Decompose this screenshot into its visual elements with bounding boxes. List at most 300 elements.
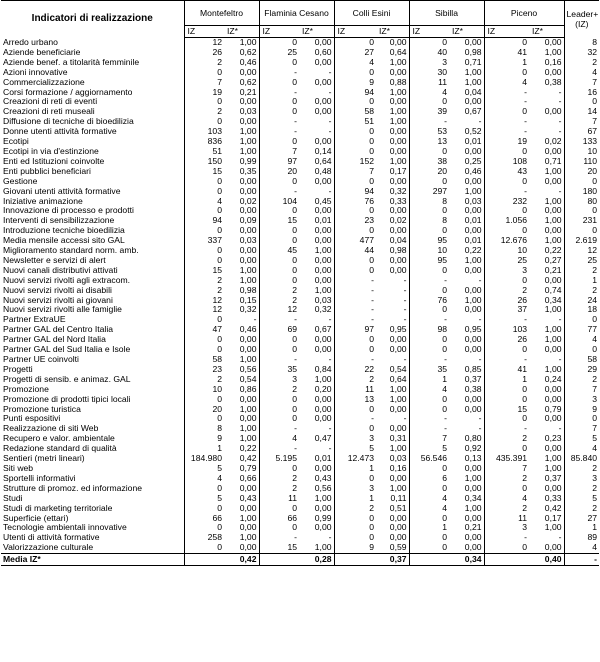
average-label: Media IZ* [1,554,184,566]
indicator-label: Ecotipi [1,137,184,147]
iz-value: 98 [409,325,449,335]
leader-value: 0 [564,226,599,236]
iz-value: 19 [184,88,224,98]
iz-value: 0 [484,276,529,286]
iz-value: 45 [259,246,299,256]
table-row [1,48,599,58]
iz-value: 2 [184,107,224,117]
izstar-value: 0,14 [314,146,332,156]
indicator-label: Gestione [1,177,184,187]
iz-value: 0 [409,543,449,553]
izstar-value: 0,20 [314,384,332,394]
iz-value: 0 [409,335,449,345]
izstar-value: 0,00 [389,335,407,345]
izstar-value: - [478,117,482,127]
iz-value: 297 [409,187,449,197]
izstar-value: 0,00 [464,226,482,236]
iz-value: 0 [259,226,299,236]
average-empty-cell [259,554,299,566]
izstar-value: 0,00 [314,463,332,473]
indicator-label: Promozione [1,385,184,395]
iz-value: 9 [184,434,224,444]
izstar-value: 0,79 [239,463,257,473]
izstar-value: 0,34 [464,493,482,503]
iz-value: 1 [484,375,529,385]
average-value: 0,40 [529,554,564,566]
izstar-value: 0,00 [239,117,257,127]
izstar-value: - [558,117,562,127]
indicator-label: Progetti di sensib. e animaz. GAL [1,375,184,385]
izstar-value: 0,00 [239,335,257,345]
table-row [1,68,599,78]
iz-value: 2 [259,484,299,494]
iz-value: 7 [184,78,224,88]
iz-value: - [334,305,376,315]
indicator-label: Enti ed Istituzioni coinvolte [1,157,184,167]
iz-value: 0 [259,405,299,415]
iz-value: 0 [484,206,529,216]
izstar-value: 0,00 [544,543,562,553]
iz-value: 13 [334,395,376,405]
iz-value: 150 [184,157,224,167]
table-row [1,405,599,415]
iz-value: 4 [484,78,529,88]
izstar-value: - [478,414,482,424]
iz-value: 0 [259,58,299,68]
leader-value: 14 [564,107,599,117]
izstar-value: 1,00 [239,137,257,147]
izstar-value: 1,00 [464,77,482,87]
table-row [1,543,599,553]
izstar-value: 0,54 [239,374,257,384]
iz-value: 23 [184,365,224,375]
izstar-value: 0,00 [314,414,332,424]
izstar-value: - [558,87,562,97]
iz-value: 1 [409,523,449,533]
iz-value: 0 [484,484,529,494]
iz-value: 58 [184,355,224,365]
indicator-label: Valorizzazione culturale [1,543,184,553]
iz-value: - [334,276,376,286]
izstar-value: 0,31 [389,434,407,444]
leader-value: 7 [564,424,599,434]
iz-value: 94 [184,216,224,226]
izstar-value: 0,00 [239,246,257,256]
indicator-label: Superficie (ettari) [1,514,184,524]
izstar-value: 0,00 [464,37,482,47]
izstar-value: 1,00 [544,166,562,176]
izstar-value: 1,00 [389,156,407,166]
iz-value: 19 [484,137,529,147]
table-body [1,38,599,554]
iz-value: 108 [484,157,529,167]
izstar-value: 0,00 [389,473,407,483]
izstar-value: 1,00 [314,374,332,384]
izstar-value: 0,33 [389,196,407,206]
indicator-label: Iniziative animazione [1,197,184,207]
iz-value: 0 [334,137,376,147]
izstar-value: 1,00 [239,37,257,47]
iz-value: 0 [334,226,376,236]
leader-value: 58 [564,355,599,365]
table-row [1,286,599,296]
iz-value: - [334,286,376,296]
sub-header-izstar: IZ* [376,26,409,38]
izstar-value: 0,00 [389,513,407,523]
izstar-value: 0,11 [390,493,407,503]
iz-value: 38 [409,157,449,167]
iz-value: 0 [184,246,224,256]
izstar-value: 0,00 [389,127,407,137]
izstar-value: 0,01 [314,216,332,226]
iz-value: 0 [334,523,376,533]
izstar-value: 0,00 [314,206,332,216]
indicators-table [1,0,599,566]
iz-value: - [484,117,529,127]
leader-value: 5 [564,494,599,504]
iz-value: - [259,355,299,365]
iz-value: 37 [484,305,529,315]
izstar-value: 0,56 [314,483,332,493]
iz-value: 0 [409,305,449,315]
iz-value: 0 [409,514,449,524]
izstar-value: 0,79 [544,404,562,414]
izstar-value: 1,00 [544,523,562,533]
iz-value: 0 [409,286,449,296]
indicator-label: Recupero e valor. ambientale [1,434,184,444]
iz-value: 0 [334,177,376,187]
izstar-value: 0,00 [464,305,482,315]
iz-value: 0 [334,97,376,107]
iz-value: - [484,424,529,434]
leader-value: 2 [564,375,599,385]
iz-value: 4 [409,504,449,514]
izstar-value: 0,46 [239,325,257,335]
iz-value: 0 [184,226,224,236]
iz-value: 7 [259,147,299,157]
izstar-value: 0,01 [464,236,482,246]
indicator-label: Nuovi canali distributivi attivati [1,266,184,276]
izstar-value: - [558,127,562,137]
sub-header-izstar: IZ* [224,26,259,38]
indicator-label: Partner GAL del Sud Italia e Isole [1,345,184,355]
izstar-value: 0,00 [389,137,407,147]
indicator-label: Nuovi servizi rivolti ai disabili [1,286,184,296]
indicator-label: Promozione di prodotti tipici locali [1,395,184,405]
iz-value: 26 [484,335,529,345]
izstar-value: 0,92 [464,444,482,454]
izstar-value: 0,00 [314,37,332,47]
iz-value: 9 [334,543,376,553]
iz-value: 0 [409,405,449,415]
iz-value: 43 [484,167,529,177]
table-row [1,365,599,375]
leader-value: 29 [564,365,599,375]
iz-value: 0 [484,395,529,405]
iz-value: - [409,276,449,286]
izstar-value: 1,00 [239,404,257,414]
iz-value: 41 [484,365,529,375]
average-row [1,554,599,566]
indicator-label: Azioni innovative [1,68,184,78]
izstar-value: 1,00 [544,364,562,374]
indicator-label: Newsletter e servizi di alert [1,256,184,266]
izstar-value: - [403,315,407,325]
izstar-value: 0,00 [239,543,257,553]
izstar-value: 0,00 [464,176,482,186]
izstar-value: 0,46 [239,57,257,67]
leader-value: 2.619 [564,236,599,246]
iz-value: 0 [334,266,376,276]
izstar-value: 0,00 [389,67,407,77]
izstar-value: 0,00 [464,206,482,216]
izstar-value: 1,00 [239,127,257,137]
iz-value: 0 [409,533,449,543]
table-row [1,256,599,266]
leader-value: 0 [564,315,599,325]
izstar-value: 1,00 [544,47,562,57]
iz-value: 94 [334,187,376,197]
indicator-label: Strutture di promoz. ed informazione [1,484,184,494]
izstar-value: 0,38 [464,384,482,394]
iz-value: 1 [334,494,376,504]
iz-value: 15 [484,405,529,415]
iz-value: 44 [334,246,376,256]
table-row [1,504,599,514]
iz-value: 0 [409,226,449,236]
izstar-value: 0,00 [314,107,332,117]
izstar-value: - [478,355,482,364]
izstar-value: 0,48 [314,166,332,176]
izstar-value: 0,02 [389,216,407,226]
leader-value: 2 [564,266,599,276]
izstar-value: 0,00 [464,265,482,275]
izstar-value: 0,00 [314,97,332,107]
indicator-label: Interventi di sensibilizzazione [1,216,184,226]
izstar-value: 1,00 [544,305,562,315]
iz-value: 0 [484,385,529,395]
table-row [1,127,599,137]
iz-value: 0 [409,345,449,355]
izstar-value: 0,66 [239,473,257,483]
leader-value: 0 [564,177,599,187]
leader-value: 2 [564,286,599,296]
leader-value: 10 [564,147,599,157]
iz-value: - [259,444,299,454]
iz-value: 0 [259,38,299,48]
iz-value: 1 [484,58,529,68]
iz-value: 0 [409,484,449,494]
iz-value: 3 [334,434,376,444]
iz-value: 12 [259,305,299,315]
leader-value: 7 [564,78,599,88]
iz-value: 15 [184,266,224,276]
iz-value: 4 [259,434,299,444]
izstar-value: 1,00 [314,246,332,256]
izstar-value: 1,00 [239,513,257,523]
leader-value: 7 [564,385,599,395]
izstar-value: 0,13 [464,454,482,464]
group-header: Montefeltro [184,1,259,26]
iz-value: 0 [334,533,376,543]
iz-value: - [334,414,376,424]
average-value: 0,42 [224,554,259,566]
izstar-value: 0,21 [239,87,257,97]
leader-value: 9 [564,405,599,415]
iz-value: 12 [184,296,224,306]
izstar-value: 1,00 [389,384,407,394]
iz-value: 2 [484,504,529,514]
table-row [1,335,599,345]
izstar-value: 0,00 [544,107,562,117]
izstar-value: - [558,186,562,196]
izstar-value: 0,33 [544,493,562,503]
leader-value: 2 [564,464,599,474]
iz-value: 0 [184,117,224,127]
leader-value: 3 [564,395,599,405]
leader-value: 180 [564,187,599,197]
iz-value: 30 [409,68,449,78]
izstar-value: - [403,275,407,285]
sub-header-iz: IZ [259,26,299,38]
izstar-value: 0,34 [544,295,562,305]
iz-value: 51 [184,147,224,157]
table-row [1,157,599,167]
iz-value: 0 [334,335,376,345]
iz-value: 11 [409,78,449,88]
indicator-label: Innovazione di processo e prodotti [1,206,184,216]
izstar-value: 0,24 [544,374,562,384]
table-row [1,117,599,127]
izstar-value: 0,00 [314,265,332,275]
iz-value: - [334,315,376,325]
table-row [1,345,599,355]
izstar-value: 1,00 [544,325,562,335]
izstar-value: 0,00 [389,226,407,236]
iz-value: 3 [484,266,529,276]
table-row [1,88,599,98]
izstar-value: 0,00 [464,463,482,473]
izstar-value: 0,64 [389,47,407,57]
iz-value: 7 [484,464,529,474]
table-row [1,276,599,286]
iz-value: 20 [184,405,224,415]
iz-value: 76 [334,197,376,207]
iz-value: 3 [334,484,376,494]
iz-value: 25 [259,48,299,58]
indicator-label: Realizzazione di siti Web [1,424,184,434]
izstar-value: - [478,315,482,325]
izstar-value: 0,00 [544,345,562,355]
table-row [1,494,599,504]
iz-value: 435.391 [484,454,529,464]
izstar-value: 1,00 [239,265,257,275]
indicator-label: Aziende beneficiarie [1,48,184,58]
izstar-value: 0,00 [544,384,562,394]
table-row [1,38,599,48]
izstar-value: 0,21 [544,265,562,275]
iz-value: 477 [334,236,376,246]
iz-value: 0 [259,266,299,276]
iz-value: 0 [259,523,299,533]
leader-value: 4 [564,335,599,345]
izstar-value: 0,98 [389,246,407,256]
izstar-value: 0,16 [544,57,562,67]
iz-value: 0 [184,97,224,107]
iz-value: 15 [259,216,299,226]
table-row [1,424,599,434]
izstar-value: 0,47 [314,434,332,444]
izstar-value: 0,42 [239,454,257,464]
iz-value: 152 [334,157,376,167]
iz-value: 11 [484,514,529,524]
izstar-value: 0,00 [389,533,407,543]
table-row [1,464,599,474]
group-header-row [1,1,599,26]
izstar-value: 0,00 [389,523,407,533]
izstar-value: 0,45 [314,196,332,206]
leader-value: 0 [564,206,599,216]
iz-value: - [409,355,449,365]
iz-value: 2 [484,474,529,484]
izstar-value: 0,00 [239,414,257,424]
iz-value: 0 [259,335,299,345]
izstar-value: 0,98 [239,285,257,295]
izstar-value: 1,00 [314,285,332,295]
iz-value: 0 [259,137,299,147]
indicator-label: Creazioni di reti museali [1,107,184,117]
izstar-value: 0,03 [314,295,332,305]
table-row [1,414,599,424]
izstar-value: 0,00 [464,543,482,553]
iz-value: 15 [259,543,299,553]
izstar-value: - [328,127,332,137]
iz-value: 0 [409,147,449,157]
izstar-value: - [403,285,407,295]
izstar-value: 0,00 [389,176,407,186]
table-row [1,474,599,484]
izstar-value: 0,00 [314,335,332,345]
izstar-value: 0,46 [464,166,482,176]
izstar-value: 0,00 [544,444,562,454]
leader-value: 77 [564,325,599,335]
izstar-value: 0,71 [544,156,562,166]
indicator-label: Nuovi servizi rivolti agli extracom. [1,276,184,286]
table-row [1,177,599,187]
izstar-value: 0,60 [314,47,332,57]
iz-value: 12 [184,305,224,315]
izstar-value: 0,02 [544,137,562,147]
izstar-value: 0,00 [544,146,562,156]
iz-value: 51 [334,117,376,127]
izstar-value: 0,00 [239,523,257,533]
table-row [1,325,599,335]
iz-value: 0 [184,345,224,355]
izstar-value: 1,00 [389,483,407,493]
iz-value: 11 [334,385,376,395]
iz-value: 0 [259,345,299,355]
iz-value: - [259,68,299,78]
izstar-value: 0,86 [239,384,257,394]
izstar-value: 0,51 [389,503,407,513]
izstar-value: 0,00 [464,483,482,493]
izstar-value: 0,00 [544,275,562,285]
izstar-value: 0,00 [239,67,257,77]
izstar-value: 0,00 [314,503,332,513]
leader-value: 4 [564,543,599,553]
iz-value: 95 [409,236,449,246]
izstar-value: 0,64 [389,374,407,384]
